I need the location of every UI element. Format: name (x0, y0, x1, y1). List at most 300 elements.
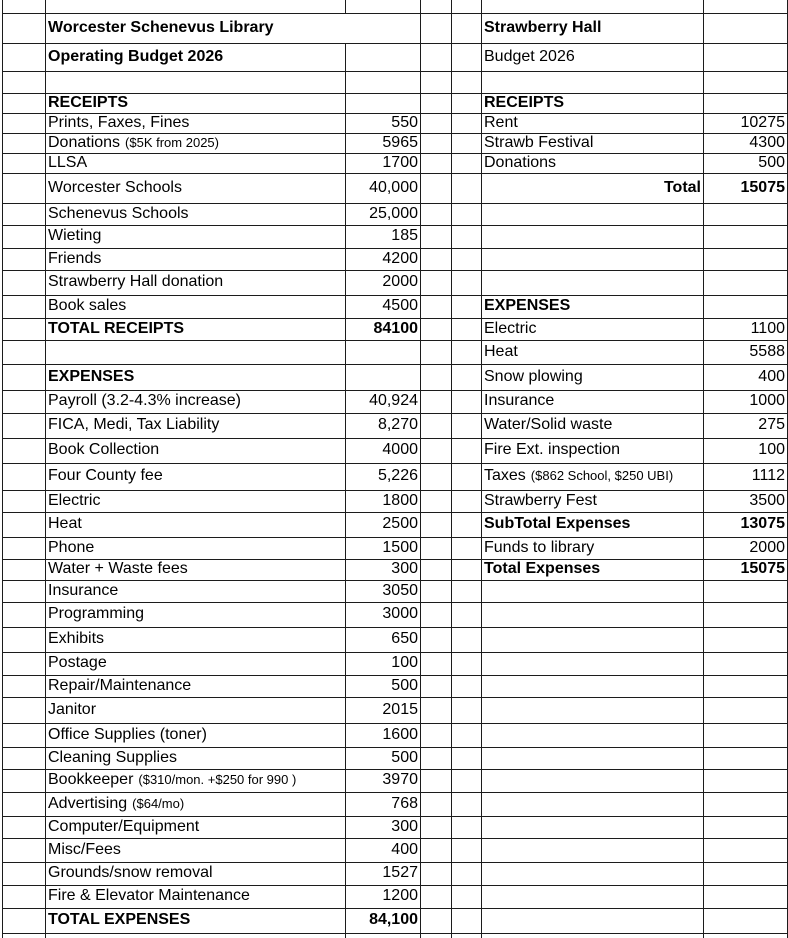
cell-D32 (421, 723, 452, 747)
cell-G20 (704, 438, 788, 463)
cell-E17 (452, 364, 482, 390)
cell-text: Total (663, 178, 701, 196)
cell-text: 2000 (382, 273, 418, 291)
cell-F14 (482, 295, 704, 318)
cell-F10 (482, 203, 704, 225)
cell-text: Donations (484, 153, 557, 171)
cell-text: Phone (48, 538, 95, 556)
cell-A28 (3, 627, 46, 652)
sheet-row (3, 580, 788, 602)
cell-A14 (3, 295, 46, 318)
cell-text: Four County fee (48, 467, 163, 485)
cell-D14 (421, 295, 452, 318)
cell-C17 (346, 364, 421, 390)
cell-E1 (452, 0, 482, 13)
cell-G18 (704, 390, 788, 413)
cell-D8 (421, 153, 452, 173)
cell-C7 (346, 133, 421, 153)
cell-G27 (704, 602, 788, 627)
cell-A23 (3, 512, 46, 537)
cell-B41 (46, 933, 346, 938)
cell-text: 2000 (749, 538, 785, 556)
cell-G25 (704, 559, 788, 580)
cell-F37 (482, 838, 704, 862)
cell-text: Rent (484, 113, 518, 131)
cell-D34 (421, 769, 452, 792)
cell-text: 15075 (740, 560, 785, 578)
cell-B24 (46, 537, 346, 559)
cell-text: 2500 (382, 515, 418, 533)
cell-F25 (482, 559, 704, 580)
cell-text: 1527 (382, 864, 418, 882)
cell-G8 (704, 153, 788, 173)
cell-text: Misc/Fees (48, 840, 121, 858)
cell-C29 (346, 652, 421, 675)
cell-B22 (46, 490, 346, 512)
sheet-row (3, 43, 788, 71)
cell-B16 (46, 340, 346, 364)
cell-B34 (46, 769, 346, 792)
cell-D13 (421, 270, 452, 295)
cell-D10 (421, 203, 452, 225)
cell-text: EXPENSES (48, 367, 135, 385)
sheet-row (3, 885, 788, 908)
sheet-row (3, 225, 788, 248)
cell-G19 (704, 413, 788, 438)
cell-text: RECEIPTS (48, 93, 129, 111)
cell-D6 (421, 113, 452, 133)
sheet-row (3, 747, 788, 769)
cell-text: 1600 (382, 725, 418, 743)
sheet-row (3, 390, 788, 413)
cell-F11 (482, 225, 704, 248)
cell-D5 (421, 93, 452, 113)
cell-E32 (452, 723, 482, 747)
cell-text: Computer/Equipment (48, 817, 200, 835)
cell-A31 (3, 697, 46, 723)
cell-C15 (346, 318, 421, 340)
cell-A30 (3, 675, 46, 697)
cell-F2 (482, 13, 704, 43)
cell-E41 (452, 933, 482, 938)
cell-B14 (46, 295, 346, 318)
sheet-row (3, 792, 788, 816)
cell-E36 (452, 816, 482, 838)
cell-text: Office Supplies (toner) (48, 725, 207, 743)
sheet-row (3, 697, 788, 723)
cell-F33 (482, 747, 704, 769)
cell-E10 (452, 203, 482, 225)
cell-text: 40,000 (369, 178, 418, 196)
cell-A40 (3, 908, 46, 933)
cell-C30 (346, 675, 421, 697)
cell-E29 (452, 652, 482, 675)
cell-C36 (346, 816, 421, 838)
cell-A8 (3, 153, 46, 173)
cell-F30 (482, 675, 704, 697)
cell-C10 (346, 203, 421, 225)
cell-F12 (482, 248, 704, 270)
cell-C13 (346, 270, 421, 295)
cell-D35 (421, 792, 452, 816)
cell-text: FICA, Medi, Tax Liability (48, 416, 220, 434)
cell-B25 (46, 559, 346, 580)
cell-A15 (3, 318, 46, 340)
cell-text: Strawberry Hall (484, 18, 602, 36)
cell-text: 10275 (740, 113, 785, 131)
cell-C9 (346, 173, 421, 203)
cell-F19 (482, 413, 704, 438)
sheet-row (3, 838, 788, 862)
cell-G26 (704, 580, 788, 602)
cell-B11 (46, 225, 346, 248)
cell-D1 (421, 0, 452, 13)
cell-C39 (346, 885, 421, 908)
cell-B17 (46, 364, 346, 390)
cell-text: Postage (48, 654, 107, 672)
cell-A32 (3, 723, 46, 747)
cell-C16 (346, 340, 421, 364)
cell-text: Worcester Schools (48, 178, 182, 196)
cell-A36 (3, 816, 46, 838)
cell-A9 (3, 173, 46, 203)
cell-D7 (421, 133, 452, 153)
cell-C31 (346, 697, 421, 723)
sheet-row (3, 862, 788, 885)
cell-text: Book Collection (48, 441, 160, 459)
cell-text: 100 (758, 441, 785, 459)
sheet-row (3, 908, 788, 933)
cell-E26 (452, 580, 482, 602)
cell-B20 (46, 438, 346, 463)
cell-A35 (3, 792, 46, 816)
cell-text: 13075 (740, 515, 785, 533)
cell-A5 (3, 93, 46, 113)
cell-D26 (421, 580, 452, 602)
sheet-row (3, 652, 788, 675)
cell-B3 (46, 43, 346, 71)
cell-text: Strawberry Hall donation (48, 273, 224, 291)
sheet-row (3, 173, 788, 203)
cell-B38 (46, 862, 346, 885)
cell-E27 (452, 602, 482, 627)
cell-C28 (346, 627, 421, 652)
cell-text: Water/Solid waste (484, 416, 613, 434)
cell-A13 (3, 270, 46, 295)
cell-C1 (346, 0, 421, 13)
cell-E23 (452, 512, 482, 537)
cell-D2 (421, 13, 452, 43)
sheet-row (3, 490, 788, 512)
cell-G41 (704, 933, 788, 938)
cell-E7 (452, 133, 482, 153)
cell-text: 550 (391, 113, 418, 131)
cell-A1 (3, 0, 46, 13)
cell-F41 (482, 933, 704, 938)
cell-B7 (46, 133, 346, 153)
cell-F39 (482, 885, 704, 908)
cell-E35 (452, 792, 482, 816)
cell-G28 (704, 627, 788, 652)
cell-G29 (704, 652, 788, 675)
cell-text: Grounds/snow removal (48, 864, 213, 882)
cell-E9 (452, 173, 482, 203)
cell-G35 (704, 792, 788, 816)
cell-text: Budget 2026 (484, 47, 575, 65)
cell-B6 (46, 113, 346, 133)
cell-E4 (452, 71, 482, 93)
cell-E19 (452, 413, 482, 438)
cell-B9 (46, 173, 346, 203)
cell-A6 (3, 113, 46, 133)
cell-G15 (704, 318, 788, 340)
cell-D31 (421, 697, 452, 723)
cell-text: Advertising (48, 794, 128, 812)
cell-F4 (482, 71, 704, 93)
cell-text: 300 (391, 817, 418, 835)
sheet-row (3, 340, 788, 364)
cell-text: Prints, Faxes, Fines (48, 113, 190, 131)
cell-C35 (346, 792, 421, 816)
cell-F20 (482, 438, 704, 463)
cell-text: Schenevus Schools (48, 204, 189, 222)
cell-text: Strawberry Fest (484, 491, 597, 509)
sheet-row (3, 295, 788, 318)
cell-text: Donations (48, 133, 121, 151)
cell-E18 (452, 390, 482, 413)
cell-G30 (704, 675, 788, 697)
cell-text: Programming (48, 605, 145, 623)
sheet-row (3, 769, 788, 792)
cell-D41 (421, 933, 452, 938)
cell-E2 (452, 13, 482, 43)
cell-F17 (482, 364, 704, 390)
cell-text: Taxes (484, 467, 526, 485)
cell-text: 5965 (382, 133, 418, 151)
cell-B29 (46, 652, 346, 675)
cell-D24 (421, 537, 452, 559)
cell-text: LLSA (48, 153, 88, 171)
cell-text: 1500 (382, 538, 418, 556)
cell-text: Worcester Schenevus Library (48, 18, 274, 36)
cell-A18 (3, 390, 46, 413)
sheet-row (3, 318, 788, 340)
cell-G2 (704, 13, 788, 43)
cell-text: Heat (484, 342, 518, 360)
cell-C14 (346, 295, 421, 318)
cell-C3 (346, 43, 421, 71)
cell-text: 84,100 (369, 911, 418, 929)
sheet-row (3, 0, 788, 13)
cell-B36 (46, 816, 346, 838)
cell-text: 3500 (749, 491, 785, 509)
cell-E5 (452, 93, 482, 113)
sheet-row (3, 270, 788, 295)
cell-G1 (704, 0, 788, 13)
cell-D39 (421, 885, 452, 908)
cell-C11 (346, 225, 421, 248)
cell-G3 (704, 43, 788, 71)
cell-B39 (46, 885, 346, 908)
cell-D3 (421, 43, 452, 71)
paren-note: ($5K from 2025) (125, 134, 219, 150)
cell-text: 500 (391, 676, 418, 694)
cell-text: Insurance (484, 392, 555, 410)
cell-E25 (452, 559, 482, 580)
cell-B21 (46, 463, 346, 490)
cell-text: 100 (391, 654, 418, 672)
cell-G12 (704, 248, 788, 270)
cell-E31 (452, 697, 482, 723)
cell-F21 (482, 463, 704, 490)
cell-F5 (482, 93, 704, 113)
cell-E24 (452, 537, 482, 559)
cell-C18 (346, 390, 421, 413)
cell-text: 4300 (749, 133, 785, 151)
cell-G39 (704, 885, 788, 908)
cell-B27 (46, 602, 346, 627)
cell-F1 (482, 0, 704, 13)
cell-A16 (3, 340, 46, 364)
sheet-row (3, 364, 788, 390)
cell-E8 (452, 153, 482, 173)
cell-A17 (3, 364, 46, 390)
cell-F3 (482, 43, 704, 71)
cell-A12 (3, 248, 46, 270)
cell-F36 (482, 816, 704, 838)
cell-G5 (704, 93, 788, 113)
cell-B40 (46, 908, 346, 933)
cell-text: Electric (484, 319, 537, 337)
cell-D33 (421, 747, 452, 769)
cell-E37 (452, 838, 482, 862)
sheet-row (3, 153, 788, 173)
sheet-row (3, 602, 788, 627)
cell-F16 (482, 340, 704, 364)
cell-G14 (704, 295, 788, 318)
cell-text: EXPENSES (484, 297, 571, 315)
cell-B26 (46, 580, 346, 602)
cell-F38 (482, 862, 704, 885)
cell-D21 (421, 463, 452, 490)
cell-E33 (452, 747, 482, 769)
cell-A29 (3, 652, 46, 675)
cell-F34 (482, 769, 704, 792)
cell-D9 (421, 173, 452, 203)
cell-B28 (46, 627, 346, 652)
sheet-row (3, 133, 788, 153)
sheet-row (3, 438, 788, 463)
cell-C37 (346, 838, 421, 862)
cell-text: Total Expenses (484, 560, 601, 578)
cell-A4 (3, 71, 46, 93)
sheet-row (3, 723, 788, 747)
cell-F27 (482, 602, 704, 627)
sheet-row (3, 13, 788, 43)
cell-F22 (482, 490, 704, 512)
cell-C33 (346, 747, 421, 769)
cell-G32 (704, 723, 788, 747)
sheet-row (3, 816, 788, 838)
cell-D4 (421, 71, 452, 93)
cell-C32 (346, 723, 421, 747)
sheet-row (3, 248, 788, 270)
cell-A7 (3, 133, 46, 153)
cell-F18 (482, 390, 704, 413)
sheet-body (3, 0, 788, 938)
cell-D40 (421, 908, 452, 933)
cell-E21 (452, 463, 482, 490)
cell-text: 8,270 (377, 416, 418, 434)
cell-E28 (452, 627, 482, 652)
cell-D27 (421, 602, 452, 627)
cell-C8 (346, 153, 421, 173)
cell-text: 4000 (382, 441, 418, 459)
cell-B31 (46, 697, 346, 723)
cell-D16 (421, 340, 452, 364)
cell-C12 (346, 248, 421, 270)
cell-D11 (421, 225, 452, 248)
cell-A19 (3, 413, 46, 438)
cell-F29 (482, 652, 704, 675)
cell-C19 (346, 413, 421, 438)
cell-text: 25,000 (369, 204, 418, 222)
cell-text: Strawb Festival (484, 133, 594, 151)
cell-E3 (452, 43, 482, 71)
cell-A21 (3, 463, 46, 490)
cell-text: 1200 (382, 887, 418, 905)
sheet-row (3, 933, 788, 938)
cell-G38 (704, 862, 788, 885)
cell-C26 (346, 580, 421, 602)
cell-A11 (3, 225, 46, 248)
cell-F26 (482, 580, 704, 602)
cell-text: Wieting (48, 227, 102, 245)
cell-F9 (482, 173, 704, 203)
cell-F35 (482, 792, 704, 816)
cell-text: 400 (758, 367, 785, 385)
sheet-row (3, 512, 788, 537)
cell-F32 (482, 723, 704, 747)
cell-C41 (346, 933, 421, 938)
cell-text: Fire Ext. inspection (484, 441, 621, 459)
cell-B13 (46, 270, 346, 295)
cell-text: Insurance (48, 581, 119, 599)
cell-D30 (421, 675, 452, 697)
cell-B4 (46, 71, 346, 93)
cell-G10 (704, 203, 788, 225)
cell-C27 (346, 602, 421, 627)
cell-G23 (704, 512, 788, 537)
paren-note: ($310/mon. +$250 for 990 ) (138, 772, 297, 788)
cell-text: Electric (48, 491, 101, 509)
cell-text: 4500 (382, 297, 418, 315)
cell-G34 (704, 769, 788, 792)
cell-G7 (704, 133, 788, 153)
cell-D18 (421, 390, 452, 413)
cell-E22 (452, 490, 482, 512)
cell-text: 275 (758, 416, 785, 434)
sheet-row (3, 413, 788, 438)
cell-E40 (452, 908, 482, 933)
cell-G11 (704, 225, 788, 248)
cell-A37 (3, 838, 46, 862)
cell-F6 (482, 113, 704, 133)
cell-text: Book sales (48, 297, 127, 315)
cell-G33 (704, 747, 788, 769)
paren-note: ($64/mo) (132, 795, 185, 811)
cell-text: 650 (391, 630, 418, 648)
